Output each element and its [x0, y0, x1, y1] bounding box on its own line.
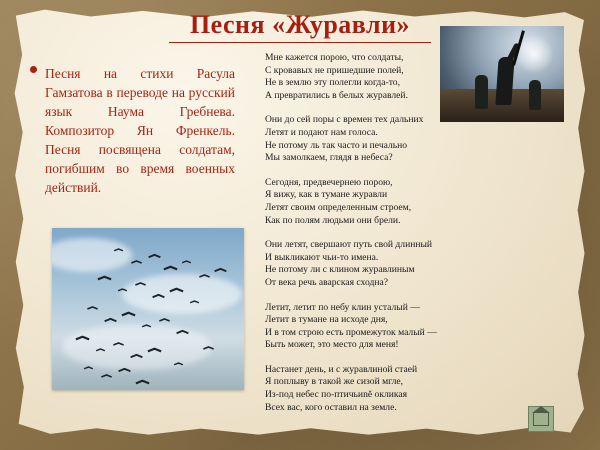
crane-bird — [118, 366, 130, 373]
poem-line: И в том строю есть промежуток малый — — [265, 326, 437, 338]
crane-bird — [76, 334, 90, 341]
poem-line: Я поплыву в такой же сизой мгле, — [265, 376, 404, 388]
crane-bird — [118, 287, 127, 292]
crane-bird — [214, 266, 226, 273]
crane-bird — [84, 365, 93, 370]
crane-bird — [170, 286, 184, 293]
poem-line: Сегодня, предвечернею порою, — [265, 176, 393, 188]
crane-bird — [98, 274, 112, 281]
poem-stanza — [265, 364, 505, 414]
crane-bird — [114, 247, 123, 252]
soldier-figure-right — [529, 80, 541, 110]
poem-line: Не потому ль так часто и печально — [265, 139, 408, 151]
poem-line: Я вижу, как в тумане журавли — [265, 189, 388, 201]
poem-line: И выкликают чьи-то имена. — [265, 251, 379, 263]
cloud — [62, 324, 212, 370]
crane-bird — [130, 352, 142, 359]
crane-bird — [113, 341, 124, 347]
crane-bird — [199, 273, 210, 279]
cloud — [52, 238, 132, 272]
description-text: Песня на стихи Расула Гамзатова в переводе на русский язык Наума Гребнева. Композитор Ян Френкель. Песня посвящена солдатам, погибшим во время военных действий. — [45, 66, 235, 195]
crane-bird — [142, 323, 151, 328]
house-icon — [528, 406, 554, 432]
soldier-figure-left — [475, 75, 488, 109]
poem-line: Не в землю эту полегли когда-то, — [265, 77, 401, 89]
poem-line: Летят и подают нам голоса. — [265, 126, 378, 138]
poem-line: С кровавых не пришедшие полей, — [265, 64, 404, 76]
poem-line: Они летят, свершают путь свой длинный — [265, 239, 433, 251]
poem-line: Быть может, это место для меня! — [265, 339, 399, 351]
poem-line: Настанет день, и с журавлиной стаей — [265, 363, 418, 375]
poem-line: Из-под небес по-птичьиně окликая — [265, 389, 408, 401]
crane-bird — [190, 299, 199, 304]
crane-bird — [148, 252, 160, 259]
poem-line: Мне кажется порою, что солдаты, — [265, 52, 404, 63]
crane-bird — [96, 347, 105, 352]
poem-line: Они до сей поры с времен тех дальних — [265, 114, 424, 126]
soldier-raising-arm-photo — [440, 26, 564, 122]
poem-line: Как по полям людьми они брели. — [265, 214, 401, 226]
poem-line: Летят своим определенным строем, — [265, 201, 412, 213]
poem-stanza — [265, 177, 505, 227]
crane-bird — [152, 292, 164, 299]
crane-bird — [159, 317, 170, 323]
poem-line: Всех вас, кого оставил на земле. — [265, 401, 397, 413]
crane-bird — [104, 316, 116, 323]
crane-bird — [182, 259, 191, 264]
crane-bird — [136, 378, 150, 385]
poem-stanza — [265, 239, 505, 289]
crane-bird — [203, 345, 214, 351]
crane-bird — [101, 373, 112, 379]
crane-bird — [122, 310, 136, 317]
crane-bird — [148, 346, 162, 353]
description-block — [30, 64, 235, 197]
crane-bird — [135, 281, 146, 287]
poem-line: Летит, летит по небу клин усталый — — [265, 301, 420, 313]
title-underline — [169, 42, 431, 43]
poem-line: Не потому ли с клином журавлиным — [265, 264, 415, 276]
crane-bird — [131, 259, 142, 265]
crane-bird — [87, 305, 98, 311]
crane-bird — [174, 361, 183, 366]
poem-stanza — [265, 302, 505, 352]
page-title: Песня «Журавли» — [189, 10, 411, 39]
bullet-point-icon — [30, 66, 37, 73]
crane-bird — [176, 328, 188, 335]
crane-bird — [164, 264, 178, 271]
poem-line: Мы замолкаем, глядя в небеса? — [265, 152, 393, 164]
poem-line: От века речь аварская сходна? — [265, 276, 389, 288]
poem-line: Летит в тумане на исходе дня, — [265, 314, 388, 326]
house-glyph — [533, 413, 549, 426]
poem-line: А превратились в белых журавлей. — [265, 89, 408, 101]
cranes-flying-in-sky-photo — [52, 228, 244, 390]
